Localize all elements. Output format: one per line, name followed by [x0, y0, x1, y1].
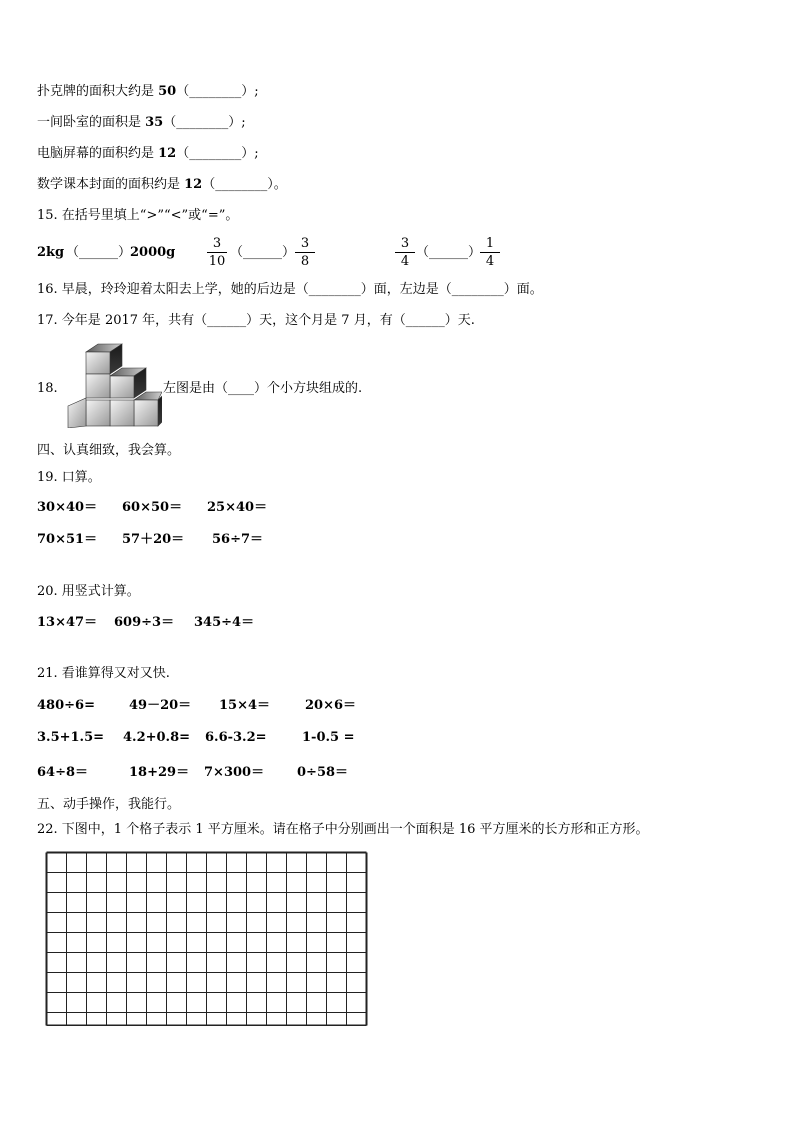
q21-r2-c2: 4.2+0.8= [123, 730, 191, 745]
area-line-3: 电脑屏幕的面积约是 12（________）; [37, 146, 259, 161]
fraction-3-10: 3 10 [208, 236, 226, 269]
q15-item1-left: 2kg [37, 245, 65, 260]
q18-number: 18. [37, 381, 58, 396]
q20-c1: 13×47＝ [37, 615, 98, 630]
q21-r1-c3: 15×4＝ [219, 698, 271, 713]
q21-r3-c2: 18+29＝ [129, 765, 190, 780]
q17-text: 17. 今年是 2017 年，共有（______）天，这个月是 7 月，有（______）天. [37, 313, 475, 328]
q21-r3-c4: 0÷58＝ [297, 765, 349, 780]
q20-c2: 609÷3＝ [114, 615, 175, 630]
q18-text: 左图是由（____）个小方块组成的. [163, 381, 363, 396]
fraction-3-4: 3 4 [395, 236, 415, 269]
q15-item3-blank: （______） [416, 245, 482, 260]
fraction-1-4: 1 4 [480, 236, 500, 269]
q20-title: 20. 用竖式计算。 [37, 584, 140, 599]
q21-title: 21. 看谁算得又对又快. [37, 666, 170, 681]
q21-r3-c3: 7×300＝ [204, 765, 265, 780]
q15-item2-blank: （______） [230, 245, 296, 260]
q21-r3-c1: 64÷8＝ [37, 765, 89, 780]
q19-r2-c2: 57＋20＝ [122, 532, 185, 547]
square-grid[interactable] [45, 851, 370, 1026]
q22-text: 22. 下图中，1 个格子表示 1 平方厘米。请在格子中分别画出一个面积是 16 平方厘米的长方形和正方形。 [37, 822, 649, 837]
q21-r1-c4: 20×6＝ [305, 698, 357, 713]
q19-r1-c1: 30×40＝ [37, 500, 98, 515]
q15-title: 15. 在括号里填上“>”“<”或“=”。 [37, 208, 239, 223]
q21-r2-c4: 1-0.5 = [302, 730, 355, 745]
q21-r2-c3: 6.6-3.2= [205, 730, 267, 745]
q19-r1-c2: 60×50＝ [122, 500, 183, 515]
area-line-4: 数学课本封面的面积约是 12（________）。 [37, 177, 287, 192]
cube-stack-figure [66, 342, 162, 428]
q16-text: 16. 早晨，玲玲迎着太阳去上学，她的后边是（________）面，左边是（________）面。 [37, 282, 543, 297]
section-4-heading: 四、认真细致，我会算。 [37, 443, 181, 458]
q15-item1-blank: （______） [66, 245, 132, 260]
section-5-heading: 五、动手操作，我能行。 [37, 797, 181, 812]
q21-r1-c1: 480÷6= [37, 698, 95, 713]
fraction-3-8: 3 8 [295, 236, 315, 269]
q19-r2-c3: 56÷7＝ [212, 532, 264, 547]
q21-r1-c2: 49－20＝ [129, 698, 192, 713]
q21-r2-c1: 3.5+1.5= [37, 730, 105, 745]
q19-title: 19. 口算。 [37, 470, 101, 485]
q20-c3: 345÷4＝ [194, 615, 255, 630]
area-line-2: 一间卧室的面积是 35（________）; [37, 115, 246, 130]
q19-r1-c3: 25×40＝ [207, 500, 268, 515]
area-line-1: 扑克牌的面积大约是 50（________）; [37, 84, 259, 99]
q15-item1-right: 2000g [130, 245, 176, 260]
q19-r2-c1: 70×51＝ [37, 532, 98, 547]
